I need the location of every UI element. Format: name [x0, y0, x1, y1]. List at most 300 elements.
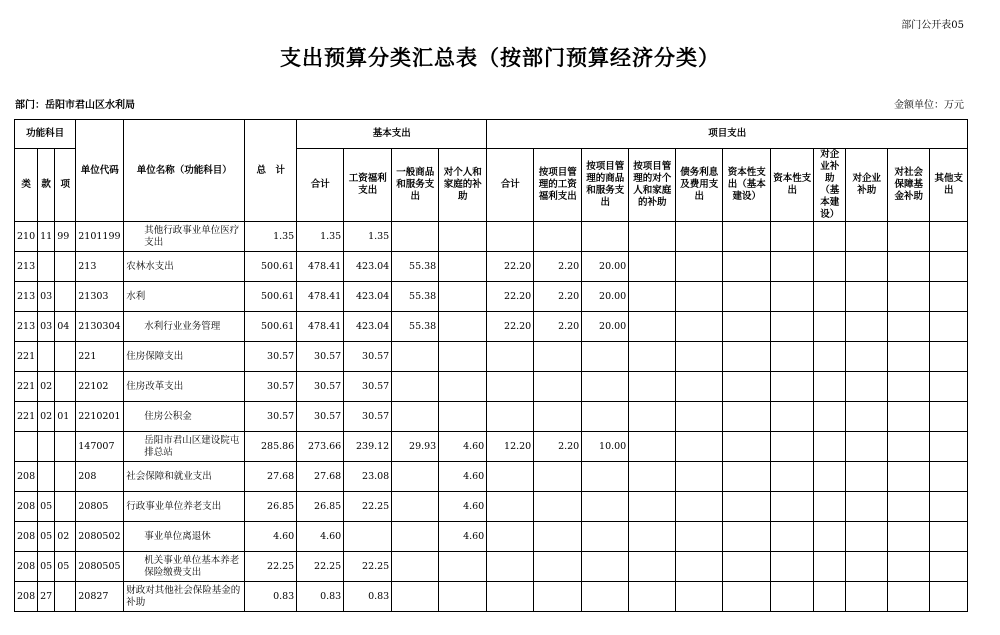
row-empty-cell: [676, 282, 723, 312]
row-project-goods: [582, 222, 629, 252]
header-project-expenditure: 项目支出: [487, 120, 968, 149]
header-project-col: 资本性支出: [771, 149, 814, 222]
row-empty-cell: [814, 372, 846, 402]
header-project-col: 对企业补助（基本建设）: [814, 149, 846, 222]
row-empty-cell: [888, 552, 930, 582]
row-xiang: 05: [55, 552, 76, 582]
row-lei: 213: [15, 252, 38, 282]
row-basic-wage: 30.57: [344, 372, 392, 402]
row-empty-cell: [723, 552, 771, 582]
row-unit-code: 22102: [76, 372, 124, 402]
row-empty-cell: [723, 402, 771, 432]
row-basic-goods: [392, 492, 439, 522]
currency-unit-label: 金额单位：万元: [894, 100, 964, 111]
table-row: [15, 282, 968, 312]
header-xiang: 项: [55, 149, 76, 222]
row-unit-name: 住房公积金: [124, 402, 245, 432]
row-xiang: [55, 582, 76, 612]
row-empty-cell: [888, 522, 930, 552]
header-basic-expenditure: 基本支出: [297, 120, 487, 149]
table-row: [15, 342, 968, 372]
row-lei: 208: [15, 492, 38, 522]
row-empty-cell: [676, 402, 723, 432]
row-empty-cell: [930, 342, 968, 372]
row-lei: 210: [15, 222, 38, 252]
row-basic-total: 22.25: [297, 552, 344, 582]
row-empty-cell: [723, 372, 771, 402]
row-project-wage: [534, 372, 582, 402]
row-empty-cell: [888, 372, 930, 402]
row-basic-wage: 30.57: [344, 402, 392, 432]
row-project-total: [487, 372, 534, 402]
row-lei: 208: [15, 522, 38, 552]
row-empty-cell: [814, 342, 846, 372]
row-empty-cell: [846, 492, 888, 522]
row-basic-family: [439, 372, 487, 402]
header-basic-col: 合计: [297, 149, 344, 222]
row-kuan: 03: [38, 282, 55, 312]
row-empty-cell: [771, 282, 814, 312]
row-project-total: [487, 402, 534, 432]
row-kuan: 05: [38, 492, 55, 522]
row-empty-cell: [771, 492, 814, 522]
row-empty-cell: [846, 282, 888, 312]
row-total: 30.57: [245, 372, 297, 402]
row-project-goods: 10.00: [582, 432, 629, 462]
row-basic-wage: 22.25: [344, 552, 392, 582]
row-basic-total: 26.85: [297, 492, 344, 522]
row-empty-cell: [930, 372, 968, 402]
row-basic-wage: 23.08: [344, 462, 392, 492]
row-project-total: 12.20: [487, 432, 534, 462]
header-basic-col: 一般商品和服务支出: [392, 149, 439, 222]
row-basic-goods: [392, 522, 439, 552]
header-basic-col: 工资福利支出: [344, 149, 392, 222]
row-unit-code: 2130304: [76, 312, 124, 342]
row-kuan: 11: [38, 222, 55, 252]
table-row: [15, 582, 968, 612]
table-row: [15, 462, 968, 492]
row-empty-cell: [930, 402, 968, 432]
table-row: [15, 552, 968, 582]
row-empty-cell: [930, 522, 968, 552]
row-empty-cell: [629, 582, 676, 612]
row-unit-name: 农林水支出: [124, 252, 245, 282]
header-project-col: 其他支出: [930, 149, 968, 222]
row-unit-name: 事业单位离退休: [124, 522, 245, 552]
row-project-wage: 2.20: [534, 432, 582, 462]
row-lei: 213: [15, 312, 38, 342]
row-empty-cell: [771, 432, 814, 462]
row-empty-cell: [930, 462, 968, 492]
row-lei: 221: [15, 342, 38, 372]
row-basic-total: 478.41: [297, 312, 344, 342]
header-project-col: 合计: [487, 149, 534, 222]
row-basic-wage: 1.35: [344, 222, 392, 252]
row-project-wage: [534, 492, 582, 522]
row-empty-cell: [771, 252, 814, 282]
header-project-col: 按项目管理的商品和服务支出: [582, 149, 629, 222]
row-total: 26.85: [245, 492, 297, 522]
row-unit-code: 21303: [76, 282, 124, 312]
row-empty-cell: [814, 222, 846, 252]
row-basic-wage: 423.04: [344, 282, 392, 312]
row-basic-goods: 55.38: [392, 252, 439, 282]
row-xiang: [55, 432, 76, 462]
row-kuan: 05: [38, 522, 55, 552]
row-project-total: 22.20: [487, 252, 534, 282]
row-basic-family: [439, 402, 487, 432]
row-basic-family: 4.60: [439, 522, 487, 552]
row-empty-cell: [814, 492, 846, 522]
row-empty-cell: [888, 312, 930, 342]
row-empty-cell: [676, 522, 723, 552]
row-basic-family: [439, 252, 487, 282]
row-project-goods: [582, 582, 629, 612]
row-basic-wage: [344, 522, 392, 552]
row-total: 4.60: [245, 522, 297, 552]
row-unit-name: 机关事业单位基本养老保险缴费支出: [124, 552, 245, 582]
row-empty-cell: [846, 372, 888, 402]
row-empty-cell: [676, 582, 723, 612]
row-basic-wage: 239.12: [344, 432, 392, 462]
row-basic-goods: [392, 552, 439, 582]
row-project-goods: [582, 462, 629, 492]
header-unit-name: 单位名称（功能科目）: [124, 120, 245, 222]
row-basic-total: 478.41: [297, 282, 344, 312]
header-project-col: 按项目管理的工资福利支出: [534, 149, 582, 222]
row-unit-name: 社会保障和就业支出: [124, 462, 245, 492]
header-project-col: 按项目管理的对个人和家庭的补助: [629, 149, 676, 222]
row-empty-cell: [676, 432, 723, 462]
row-total: 22.25: [245, 552, 297, 582]
row-empty-cell: [676, 252, 723, 282]
row-basic-goods: [392, 372, 439, 402]
row-basic-total: 0.83: [297, 582, 344, 612]
table-row: [15, 222, 968, 252]
header-project-col: 对企业补助: [846, 149, 888, 222]
row-xiang: 99: [55, 222, 76, 252]
row-empty-cell: [930, 222, 968, 252]
row-basic-goods: [392, 402, 439, 432]
row-empty-cell: [930, 492, 968, 522]
row-basic-total: 273.66: [297, 432, 344, 462]
row-project-wage: [534, 342, 582, 372]
table-row: [15, 522, 968, 552]
row-kuan: 05: [38, 552, 55, 582]
row-basic-family: [439, 222, 487, 252]
row-empty-cell: [846, 582, 888, 612]
row-empty-cell: [846, 402, 888, 432]
row-empty-cell: [629, 492, 676, 522]
row-kuan: 02: [38, 402, 55, 432]
row-empty-cell: [814, 282, 846, 312]
row-kuan: 03: [38, 312, 55, 342]
row-unit-name: 水利: [124, 282, 245, 312]
row-basic-family: [439, 342, 487, 372]
row-empty-cell: [930, 312, 968, 342]
row-empty-cell: [930, 432, 968, 462]
row-total: 500.61: [245, 312, 297, 342]
row-basic-goods: 29.93: [392, 432, 439, 462]
row-kuan: 27: [38, 582, 55, 612]
row-basic-wage: 30.57: [344, 342, 392, 372]
row-total: 285.86: [245, 432, 297, 462]
row-project-total: [487, 582, 534, 612]
row-unit-name: 行政事业单位养老支出: [124, 492, 245, 522]
row-empty-cell: [771, 582, 814, 612]
row-total: 500.61: [245, 252, 297, 282]
row-empty-cell: [846, 522, 888, 552]
row-total: 0.83: [245, 582, 297, 612]
row-unit-code: 2080502: [76, 522, 124, 552]
row-empty-cell: [676, 372, 723, 402]
row-empty-cell: [629, 342, 676, 372]
row-lei: 221: [15, 402, 38, 432]
row-project-goods: 20.00: [582, 252, 629, 282]
row-project-wage: [534, 582, 582, 612]
row-empty-cell: [930, 282, 968, 312]
row-empty-cell: [930, 582, 968, 612]
row-project-goods: [582, 492, 629, 522]
row-empty-cell: [930, 252, 968, 282]
row-empty-cell: [771, 342, 814, 372]
row-empty-cell: [771, 312, 814, 342]
row-project-goods: [582, 342, 629, 372]
row-project-goods: 20.00: [582, 282, 629, 312]
row-project-total: [487, 342, 534, 372]
row-project-total: [487, 522, 534, 552]
form-number: 部门公开表05: [901, 20, 964, 31]
row-empty-cell: [723, 222, 771, 252]
row-empty-cell: [629, 252, 676, 282]
row-project-total: 22.20: [487, 282, 534, 312]
row-empty-cell: [629, 432, 676, 462]
row-empty-cell: [723, 342, 771, 372]
row-empty-cell: [846, 432, 888, 462]
row-project-goods: [582, 552, 629, 582]
row-unit-name: 水利行业业务管理: [124, 312, 245, 342]
row-empty-cell: [930, 552, 968, 582]
header-unit-code: 单位代码: [76, 120, 124, 222]
row-empty-cell: [723, 432, 771, 462]
row-empty-cell: [846, 552, 888, 582]
row-xiang: [55, 252, 76, 282]
row-basic-family: 4.60: [439, 462, 487, 492]
header-project-col: 对社会保障基金补助: [888, 149, 930, 222]
department-label: 部门：岳阳市君山区水利局: [15, 100, 135, 111]
row-empty-cell: [846, 252, 888, 282]
row-basic-family: [439, 582, 487, 612]
row-empty-cell: [846, 342, 888, 372]
table-row: [15, 252, 968, 282]
row-unit-code: 208: [76, 462, 124, 492]
header-total: 总 计: [245, 120, 297, 222]
table-row: [15, 372, 968, 402]
row-xiang: [55, 372, 76, 402]
row-basic-total: 30.57: [297, 402, 344, 432]
row-unit-code: 20805: [76, 492, 124, 522]
row-project-goods: [582, 372, 629, 402]
row-basic-goods: 55.38: [392, 282, 439, 312]
table-row: [15, 492, 968, 522]
row-unit-name: 岳阳市君山区建设院屯排总站: [124, 432, 245, 462]
row-basic-family: [439, 312, 487, 342]
row-basic-total: 1.35: [297, 222, 344, 252]
row-unit-code: 221: [76, 342, 124, 372]
row-empty-cell: [888, 282, 930, 312]
row-unit-code: 213: [76, 252, 124, 282]
row-empty-cell: [888, 402, 930, 432]
header-project-col: 资本性支出（基本建设）: [723, 149, 771, 222]
row-empty-cell: [676, 552, 723, 582]
header-lei: 类: [15, 149, 38, 222]
row-lei: 213: [15, 282, 38, 312]
row-basic-wage: 22.25: [344, 492, 392, 522]
row-total: 30.57: [245, 402, 297, 432]
row-empty-cell: [771, 222, 814, 252]
row-basic-goods: 55.38: [392, 312, 439, 342]
row-basic-wage: 423.04: [344, 312, 392, 342]
row-basic-total: 27.68: [297, 462, 344, 492]
row-empty-cell: [888, 342, 930, 372]
row-empty-cell: [771, 462, 814, 492]
row-empty-cell: [629, 282, 676, 312]
row-unit-name: 其他行政事业单位医疗支出: [124, 222, 245, 252]
row-empty-cell: [676, 492, 723, 522]
row-xiang: [55, 282, 76, 312]
table-row: [15, 432, 968, 462]
header-func-subject: 功能科目: [15, 120, 76, 149]
row-empty-cell: [814, 432, 846, 462]
row-project-total: [487, 492, 534, 522]
row-total: 500.61: [245, 282, 297, 312]
header-basic-col: 对个人和家庭的补助: [439, 149, 487, 222]
row-empty-cell: [814, 402, 846, 432]
row-project-goods: 20.00: [582, 312, 629, 342]
row-project-wage: [534, 222, 582, 252]
row-project-wage: 2.20: [534, 282, 582, 312]
row-project-wage: 2.20: [534, 312, 582, 342]
row-basic-wage: 423.04: [344, 252, 392, 282]
row-lei: 221: [15, 372, 38, 402]
row-empty-cell: [723, 282, 771, 312]
row-empty-cell: [888, 492, 930, 522]
row-unit-code: 2080505: [76, 552, 124, 582]
row-project-goods: [582, 522, 629, 552]
row-unit-code: 20827: [76, 582, 124, 612]
row-empty-cell: [814, 312, 846, 342]
row-kuan: [38, 462, 55, 492]
row-lei: [15, 432, 38, 462]
row-xiang: 04: [55, 312, 76, 342]
row-empty-cell: [888, 432, 930, 462]
row-basic-goods: [392, 342, 439, 372]
row-basic-goods: [392, 582, 439, 612]
row-empty-cell: [629, 372, 676, 402]
row-empty-cell: [629, 522, 676, 552]
row-empty-cell: [629, 552, 676, 582]
row-basic-goods: [392, 222, 439, 252]
row-empty-cell: [814, 522, 846, 552]
row-empty-cell: [888, 582, 930, 612]
row-kuan: [38, 252, 55, 282]
row-empty-cell: [846, 312, 888, 342]
row-empty-cell: [629, 462, 676, 492]
row-project-wage: [534, 462, 582, 492]
row-empty-cell: [723, 492, 771, 522]
row-lei: 208: [15, 582, 38, 612]
row-empty-cell: [846, 462, 888, 492]
row-empty-cell: [888, 222, 930, 252]
row-empty-cell: [723, 312, 771, 342]
row-empty-cell: [629, 222, 676, 252]
row-basic-family: [439, 282, 487, 312]
row-basic-family: 4.60: [439, 432, 487, 462]
row-project-total: [487, 462, 534, 492]
row-project-total: [487, 552, 534, 582]
row-unit-name: 住房改革支出: [124, 372, 245, 402]
row-project-wage: [534, 522, 582, 552]
row-basic-family: [439, 552, 487, 582]
row-empty-cell: [814, 462, 846, 492]
table-row: [15, 312, 968, 342]
page-title: 支出预算分类汇总表（按部门预算经济分类）: [280, 45, 720, 70]
row-empty-cell: [676, 312, 723, 342]
row-xiang: 01: [55, 402, 76, 432]
row-empty-cell: [723, 522, 771, 552]
row-basic-total: 30.57: [297, 372, 344, 402]
row-total: 1.35: [245, 222, 297, 252]
row-unit-code: 2210201: [76, 402, 124, 432]
row-empty-cell: [676, 342, 723, 372]
row-kuan: 02: [38, 372, 55, 402]
row-kuan: [38, 342, 55, 372]
row-empty-cell: [771, 372, 814, 402]
row-project-wage: [534, 402, 582, 432]
row-xiang: [55, 492, 76, 522]
row-project-wage: [534, 552, 582, 582]
row-lei: 208: [15, 552, 38, 582]
row-empty-cell: [723, 252, 771, 282]
row-project-total: [487, 222, 534, 252]
row-empty-cell: [723, 582, 771, 612]
row-unit-code: 147007: [76, 432, 124, 462]
row-unit-name: 财政对其他社会保险基金的补助: [124, 582, 245, 612]
row-basic-family: 4.60: [439, 492, 487, 522]
row-basic-total: 30.57: [297, 342, 344, 372]
row-basic-wage: 0.83: [344, 582, 392, 612]
row-lei: 208: [15, 462, 38, 492]
row-empty-cell: [814, 552, 846, 582]
row-xiang: [55, 342, 76, 372]
budget-table: [14, 119, 968, 612]
row-xiang: [55, 462, 76, 492]
row-total: 30.57: [245, 342, 297, 372]
row-basic-total: 478.41: [297, 252, 344, 282]
row-empty-cell: [888, 462, 930, 492]
row-empty-cell: [888, 252, 930, 282]
row-empty-cell: [771, 552, 814, 582]
row-empty-cell: [676, 462, 723, 492]
row-basic-total: 4.60: [297, 522, 344, 552]
row-empty-cell: [723, 462, 771, 492]
row-empty-cell: [771, 402, 814, 432]
row-empty-cell: [629, 312, 676, 342]
row-total: 27.68: [245, 462, 297, 492]
row-project-goods: [582, 402, 629, 432]
header-project-col: 债务利息及费用支出: [676, 149, 723, 222]
